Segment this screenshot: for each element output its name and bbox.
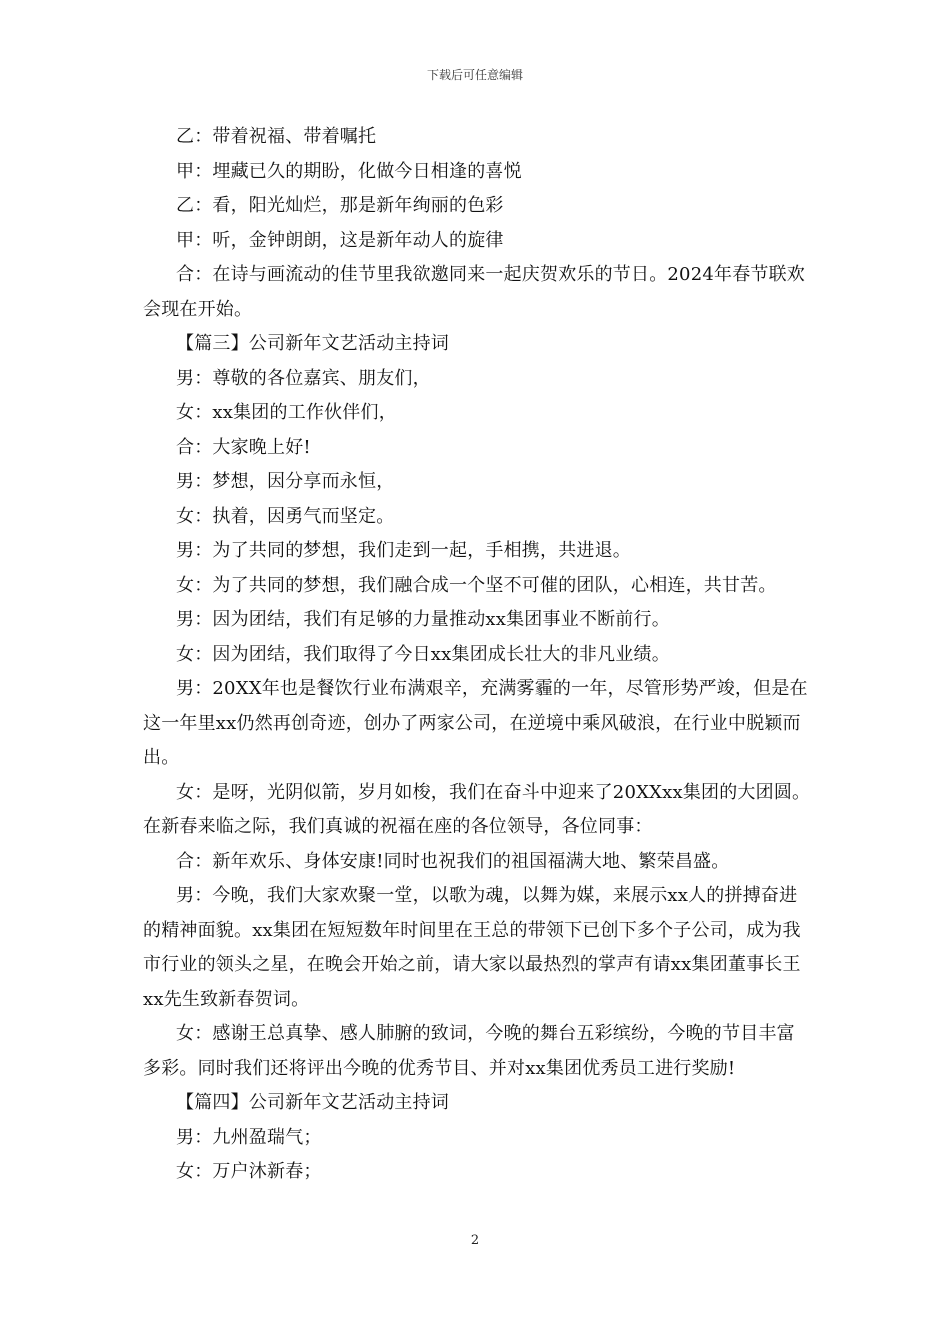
paragraph: 合：在诗与画流动的佳节里我欲邀同来一起庆贺欢乐的节日。2024年春节联欢会现在开始。 xyxy=(143,264,806,320)
page-number: 2 xyxy=(470,1233,480,1248)
paragraph: 女：感谢王总真挚、感人肺腑的致词，今晚的舞台五彩缤纷，今晚的节目丰富多彩。同时我们还将评出今晚的优秀节目、并对xx集团优秀员工进行奖励! xyxy=(143,1023,795,1079)
paragraph: 男：梦想，因分享而永恒， xyxy=(176,471,395,492)
paragraph: 女：万户沐新春； xyxy=(176,1161,322,1182)
paragraph: 合：大家晚上好! xyxy=(176,436,311,458)
paragraph: 男：尊敬的各位嘉宾、朋友们， xyxy=(176,367,431,389)
paragraph: 合：新年欢乐、身体安康!同时也祝我们的祖国福满大地、繁荣昌盛。 xyxy=(176,850,730,872)
paragraph: 男：九州盈瑞气； xyxy=(176,1126,322,1148)
paragraph: 乙：看，阳光灿烂，那是新年绚丽的色彩 xyxy=(176,195,504,216)
paragraph: 甲：埋藏已久的期盼，化做今日相逢的喜悦 xyxy=(176,160,522,182)
paragraph: 男：因为团结，我们有足够的力量推动xx集团事业不断前行。 xyxy=(176,609,670,630)
paragraph: 女：执着，因勇气而坚定。 xyxy=(176,505,395,527)
section-heading: 【篇三】公司新年文艺活动主持词 xyxy=(176,333,449,354)
paragraph: 男：今晚，我们大家欢聚一堂，以歌为魂，以舞为媒，来展示xx人的拼搏奋进的精神面貌。xx集团在短短数年时间里在王总的带领下已创下多个子公司，成为我市行业的领头之星，在晚会开始之前，请大家以最热烈的掌声有请xx集团董事长王xx先生致新春贺词。 xyxy=(143,885,801,1010)
paragraph: 男：为了共同的梦想，我们走到一起，手相携，共进退。 xyxy=(176,540,631,561)
page-header-note: 下载后可任意编辑 xyxy=(426,68,523,82)
paragraph: 甲：听，金钟朗朗，这是新年动人的旋律 xyxy=(176,229,504,251)
paragraph: 女：xx集团的工作伙伴们， xyxy=(176,402,397,423)
document-body xyxy=(143,120,811,1190)
paragraph: 乙：带着祝福、带着嘱托 xyxy=(176,126,377,147)
paragraph: 女：为了共同的梦想，我们融合成一个坚不可催的团队，心相连，共甘苦。 xyxy=(176,574,777,596)
paragraph: 女：因为团结，我们取得了今日xx集团成长壮大的非凡业绩。 xyxy=(176,643,670,665)
paragraph: 男：20XX年也是餐饮行业布满艰辛，充满雾霾的一年，尽管形势严竣，但是在这一年里xx仍然再创奇迹，创办了两家公司，在逆境中乘风破浪，在行业中脱颖而出。 xyxy=(143,678,808,768)
paragraph: 女：是呀，光阴似箭，岁月如梭，我们在奋斗中迎来了20XXxx集团的大团圆。在新春来临之际，我们真诚的祝福在座的各位领导，各位同事： xyxy=(143,781,811,837)
section-heading: 【篇四】公司新年文艺活动主持词 xyxy=(176,1092,449,1113)
